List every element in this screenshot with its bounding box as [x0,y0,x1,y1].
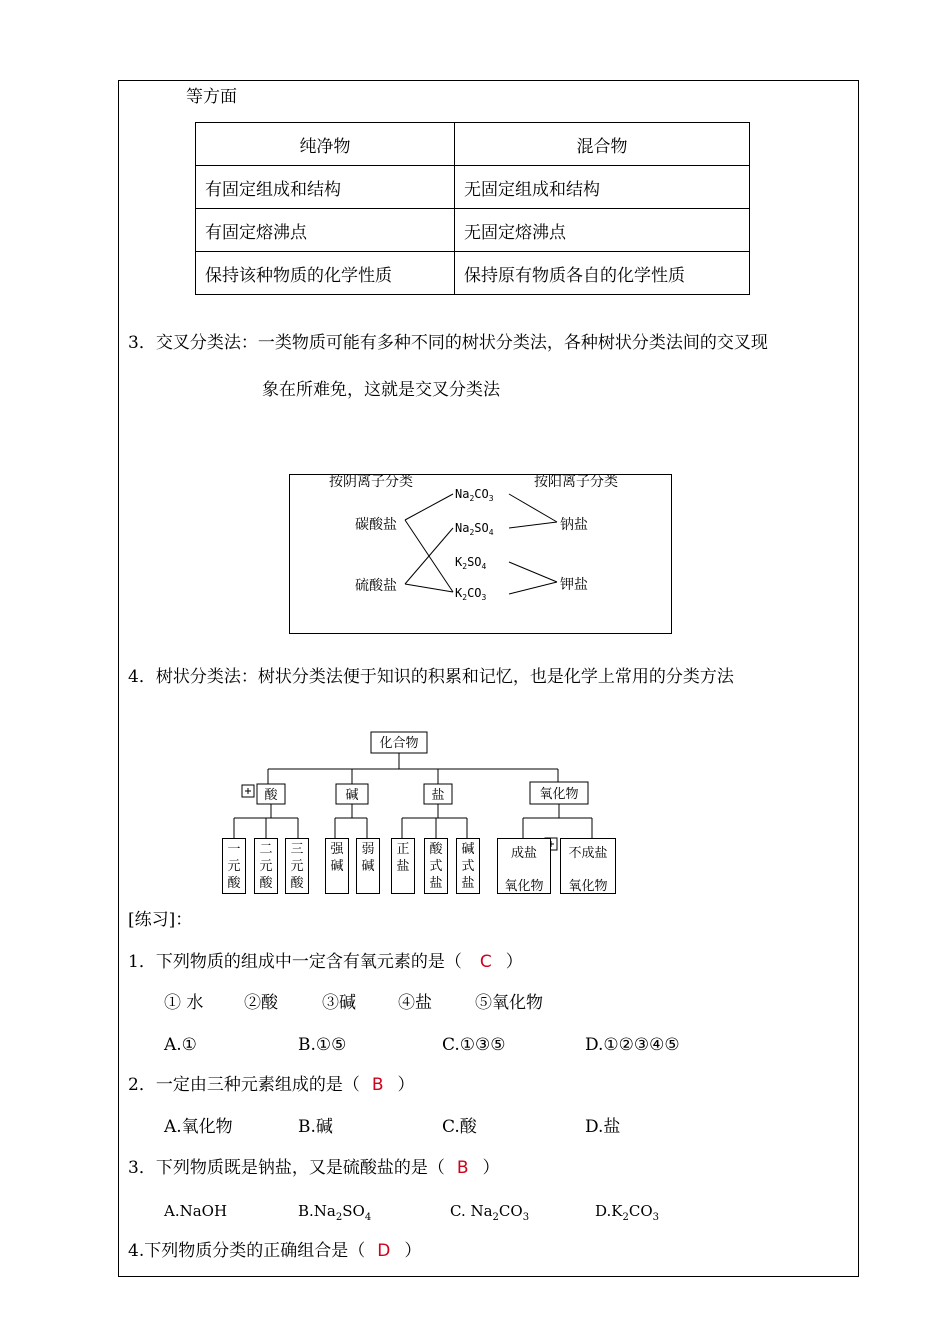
q4-stem-text: 4.下列物质分类的正确组合是（ [128,1241,366,1261]
left-header: 按阴离子分类 [329,474,413,490]
tree-leaf-box: 弱碱 [356,838,380,894]
cross-classification-diagram [289,474,673,635]
q1-close: ） [505,952,523,972]
tree-acid: 酸 [264,788,278,803]
section3-line1: 3．交叉分类法：一类物质可能有多种不同的树状分类法，各种树状分类法间的交叉现 [128,333,768,353]
q3-answer: B [456,1158,469,1178]
oxide-leaf-line2: 氧化物 [504,879,544,894]
q2-option-b: B.碱 [298,1117,333,1137]
q2-answer: B [371,1075,384,1095]
header-pure: 纯净物 [196,123,455,166]
tree-leaf-box: 酸式盐 [424,838,448,894]
table-cell: 保持该种物质的化学性质 [196,252,455,295]
header-mixture: 混合物 [455,123,750,166]
tree-oxide-leaf [560,838,616,894]
tree-leaf-box: 一元酸 [222,838,246,894]
table-row [196,209,750,252]
section4-text: 4．树状分类法：树状分类法便于知识的积累和记忆，也是化学上常用的分类方法 [128,667,734,687]
q3-option-a: A.NaOH [164,1202,228,1220]
compound-k2co3: $K_2CO_3$ [455,586,487,602]
compound-k2so4: $K_2SO_4$ [455,555,487,571]
expand-icon-acid[interactable] [242,785,254,797]
node-sulfate: 硫酸盐 [355,578,397,594]
q4-answer: D [377,1241,391,1261]
q3-option-c: C. $Na_2CO_3$ [450,1202,530,1223]
q3-option-d: $D.K_2CO_3$ [595,1202,659,1223]
q2-option-a: A.氧化物 [164,1117,233,1137]
node-potassium-salt: 钾盐 [560,577,588,593]
q1-item-2: ③碱 [322,993,356,1013]
table-row [196,252,750,295]
q1-item-0: ① 水 [164,993,204,1013]
section3-line2: 象在所难免，这就是交叉分类法 [262,380,500,400]
comparison-table [195,122,750,295]
q1-stem-text: 1．下列物质的组成中一定含有氧元素的是（ [128,952,462,972]
q1-item-3: ④盐 [398,993,432,1013]
table-header-row [196,123,750,166]
q4-stem [128,1241,421,1261]
q3-option-b: $B.Na_2SO_4$ [298,1202,372,1223]
tree-leaf-box: 二元酸 [254,838,278,894]
tree-oxide-leaf [497,838,551,894]
oxide-leaf-line1: 成盐 [510,846,537,861]
intro-text: 等方面 [186,87,237,107]
tree-oxide: 氧化物 [539,787,579,802]
tree-leaf-box: 碱式盐 [456,838,480,894]
oxide-leaf-line2: 氧化物 [568,879,608,894]
node-carbonate: 碳酸盐 [355,517,397,533]
q3-close: ） [482,1158,500,1178]
q2-option-c: C.酸 [442,1117,477,1137]
q1-option-c: C.①③⑤ [442,1035,506,1055]
table-row [196,166,750,209]
table-cell: 保持原有物质各自的化学性质 [455,252,750,295]
right-header: 按阳离子分类 [534,474,618,490]
q1-item-4: ⑤氧化物 [475,993,543,1013]
table-cell: 无固定组成和结构 [455,166,750,209]
q1-option-b: B.①⑤ [298,1035,347,1055]
q4-close: ） [404,1241,422,1261]
q1-stem [128,952,523,972]
table-cell: 有固定熔沸点 [196,209,455,252]
q2-stem-text: 2．一定由三种元素组成的是（ [128,1075,360,1095]
q1-answer: C [479,952,492,972]
table-cell: 无固定熔沸点 [455,209,750,252]
tree-leaf-box: 正盐 [391,838,415,894]
tree-base: 碱 [345,788,359,803]
tree-leaf-box: 强碱 [325,838,349,894]
oxide-leaf-line1: 不成盐 [568,846,608,861]
q1-item-1: ②酸 [244,993,278,1013]
q3-stem-text: 3．下列物质既是钠盐，又是硫酸盐的是（ [128,1158,445,1178]
compound-na2so4: $Na_2SO_4$ [455,521,494,537]
tree-root: 化合物 [379,736,419,751]
compound-na2co3: $Na_2CO_3$ [455,487,494,503]
q2-option-d: D.盐 [585,1117,621,1137]
tree-salt: 盐 [431,788,445,803]
table-cell: 有固定组成和结构 [196,166,455,209]
q3-stem [128,1158,500,1178]
q1-option-a: A.① [164,1035,197,1055]
node-sodium-salt: 钠盐 [560,517,588,533]
tree-leaf-box: 三元酸 [285,838,309,894]
q2-stem [128,1075,415,1095]
q2-close: ） [397,1075,415,1095]
exercise-title: [练习]： [128,910,193,930]
q1-option-d: D.①②③④⑤ [585,1035,680,1055]
